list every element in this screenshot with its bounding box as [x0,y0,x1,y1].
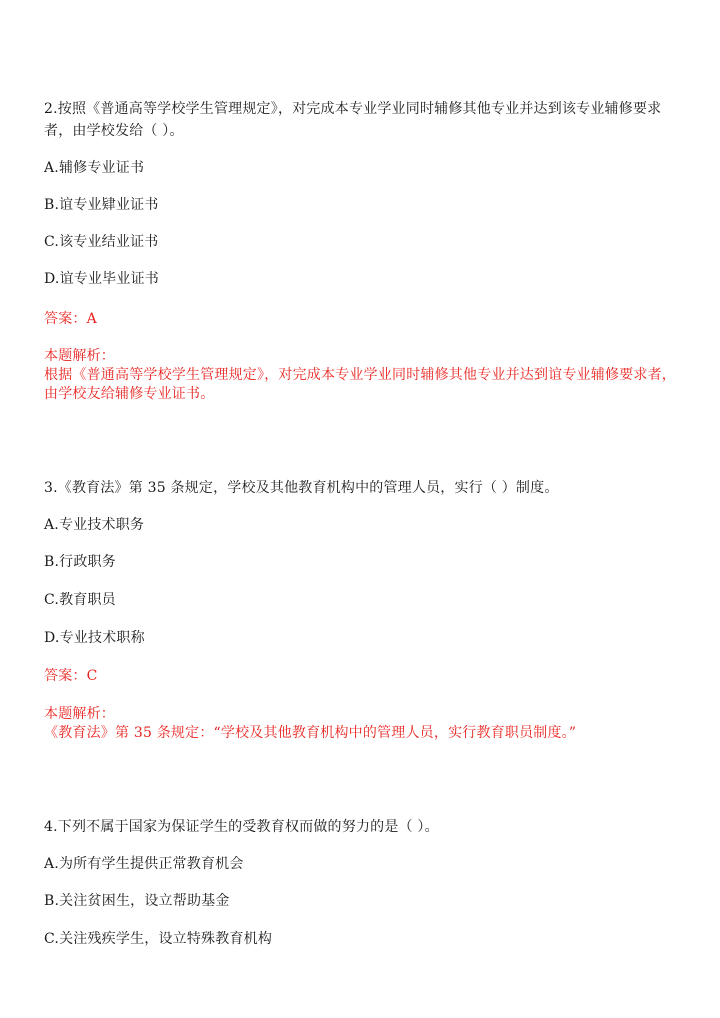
question-stem-line: 者，由学校发给（ ）。 [44,123,184,139]
analysis-label: 本题解析： [44,706,115,722]
question-stem-line: 3.《教育法》第 35 条规定，学校及其他教育机构中的管理人员，实行（ ）制度。 [44,480,559,496]
option-c: C.教育职员 [44,592,116,608]
analysis-line: 根据《普通高等学校学生管理规定》，对完成本专业学业同时辅修其他专业并达到谊专业辅修要求者， [44,367,676,383]
question-stem-line: 4.下列不属于国家为保证学生的受教育权而做的努力的是（ ）。 [44,819,439,835]
option-a: A.专业技术职务 [44,517,145,533]
option-c: C.关注残疾学生，设立特殊教育机构 [44,931,273,947]
option-d: D.专业技术职称 [44,630,145,646]
analysis-line: 《教育法》第 35 条规定：“学校及其他教育机构中的管理人员，实行教育职员制度。” [44,725,577,741]
analysis-line: 由学校友给辅修专业证书。 [44,386,215,402]
question-stem-line: 2.按照《普通高等学校学生管理规定》，对完成本专业学业同时辅修其他专业并达到该专业辅修要求 [44,101,662,117]
option-a: A.为所有学生提供正常教育机会 [44,856,244,872]
option-b: B.谊专业肄业证书 [44,197,159,213]
answer: 答案：C [44,668,98,684]
option-b: B.行政职务 [44,554,116,570]
option-a: A.辅修专业证书 [44,160,145,176]
option-c: C.该专业结业证书 [44,234,159,250]
answer: 答案：A [44,311,97,327]
option-b: B.关注贫困生，设立帮助基金 [44,893,230,909]
analysis-label: 本题解析： [44,348,115,364]
option-d: D.谊专业毕业证书 [44,271,159,287]
